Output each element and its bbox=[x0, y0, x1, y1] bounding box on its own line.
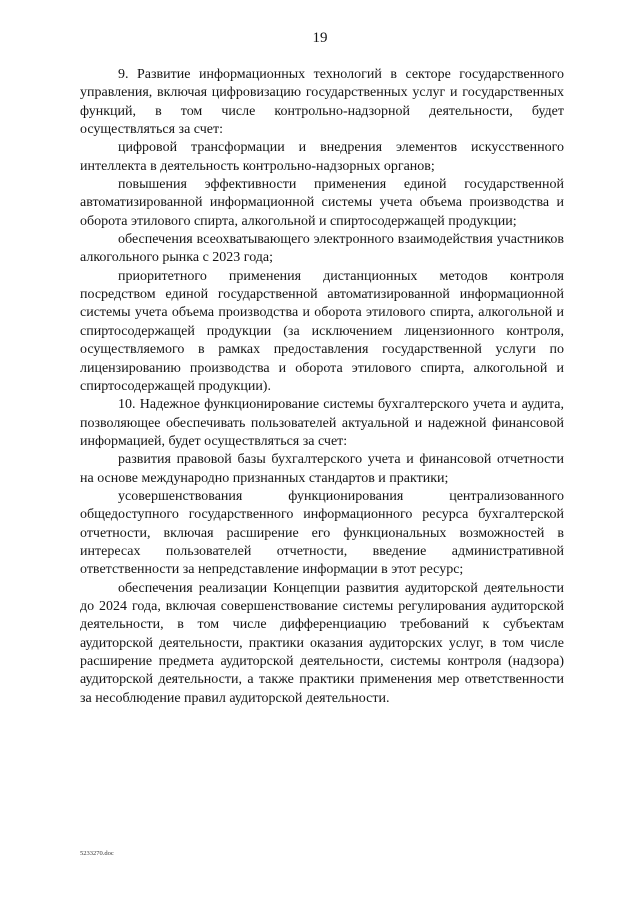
list-item-audit-concept: обеспечения реализации Концепции развития аудиторской деятельности до 2024 года, включая совершенствование системы регулирования аудиторской деятельности, в том числе дифференциацию требований к субъектам аудиторской деятельности, практики оказания аудиторских услуг, в том числе расширение предмета аудиторской деятельности, системы контроля (надзора) аудиторской деятельности, а также практики применения мер ответственности за несоблюдение правил аудиторской деятельности. bbox=[80, 580, 564, 706]
list-item-egais-efficiency: повышения эффективности применения единой государственной автоматизированной информационной системы учета объема производства и оборота этилового спирта, алкогольной и спиртосодержащей продукции; bbox=[80, 177, 564, 229]
document-body bbox=[80, 66, 564, 708]
list-item-remote-control: приоритетного применения дистанционных методов контроля посредством единой государственной автоматизированной информационной системы учета объема производства и оборота этилового спирта, алкогольной и спиртосодержащей продукции (за исключением лицензионного контроля, осуществляемого в рамках предоставления государственной услуги по лицензированию производства и оборота этилового спирта, алкогольной и спиртосодержащей продукции). bbox=[80, 268, 564, 394]
page-number: 19 bbox=[312, 30, 328, 46]
list-item-ai: цифровой трансформации и внедрения элементов искусственного интеллекта в деятельность контрольно-надзорных органов; bbox=[80, 140, 564, 174]
paragraph-10-intro: 10. Надежное функционирование системы бухгалтерского учета и аудита, позволяющее обеспечивать пользователей актуальной и надежной финансовой информацией, будет осуществляться за счет: bbox=[80, 397, 564, 449]
list-item-legal-base: развития правовой базы бухгалтерского учета и финансовой отчетности на основе международно признанных стандартов и практики; bbox=[80, 452, 564, 486]
list-item-electronic-interaction: обеспечения всеохватывающего электронного взаимодействия участников алкогольного рынка с 2023 года; bbox=[80, 232, 564, 266]
paragraph-9-intro: 9. Развитие информационных технологий в секторе государственного управления, включая цифровизацию государственных услуг и государственных функций, в том числе контрольно-надзорной деятельности, будет осуществляться за счет: bbox=[80, 67, 564, 138]
list-item-reporting-resource: усовершенствования функционирования централизованного общедоступного государственного информационного ресурса бухгалтерской отчетности, включая расширение его функциональных возможностей в интересах пользователей отчетности, введение административной ответственности за непредставление информации в этот ресурс; bbox=[80, 488, 564, 578]
document-id: 5233270.doc bbox=[80, 850, 114, 857]
